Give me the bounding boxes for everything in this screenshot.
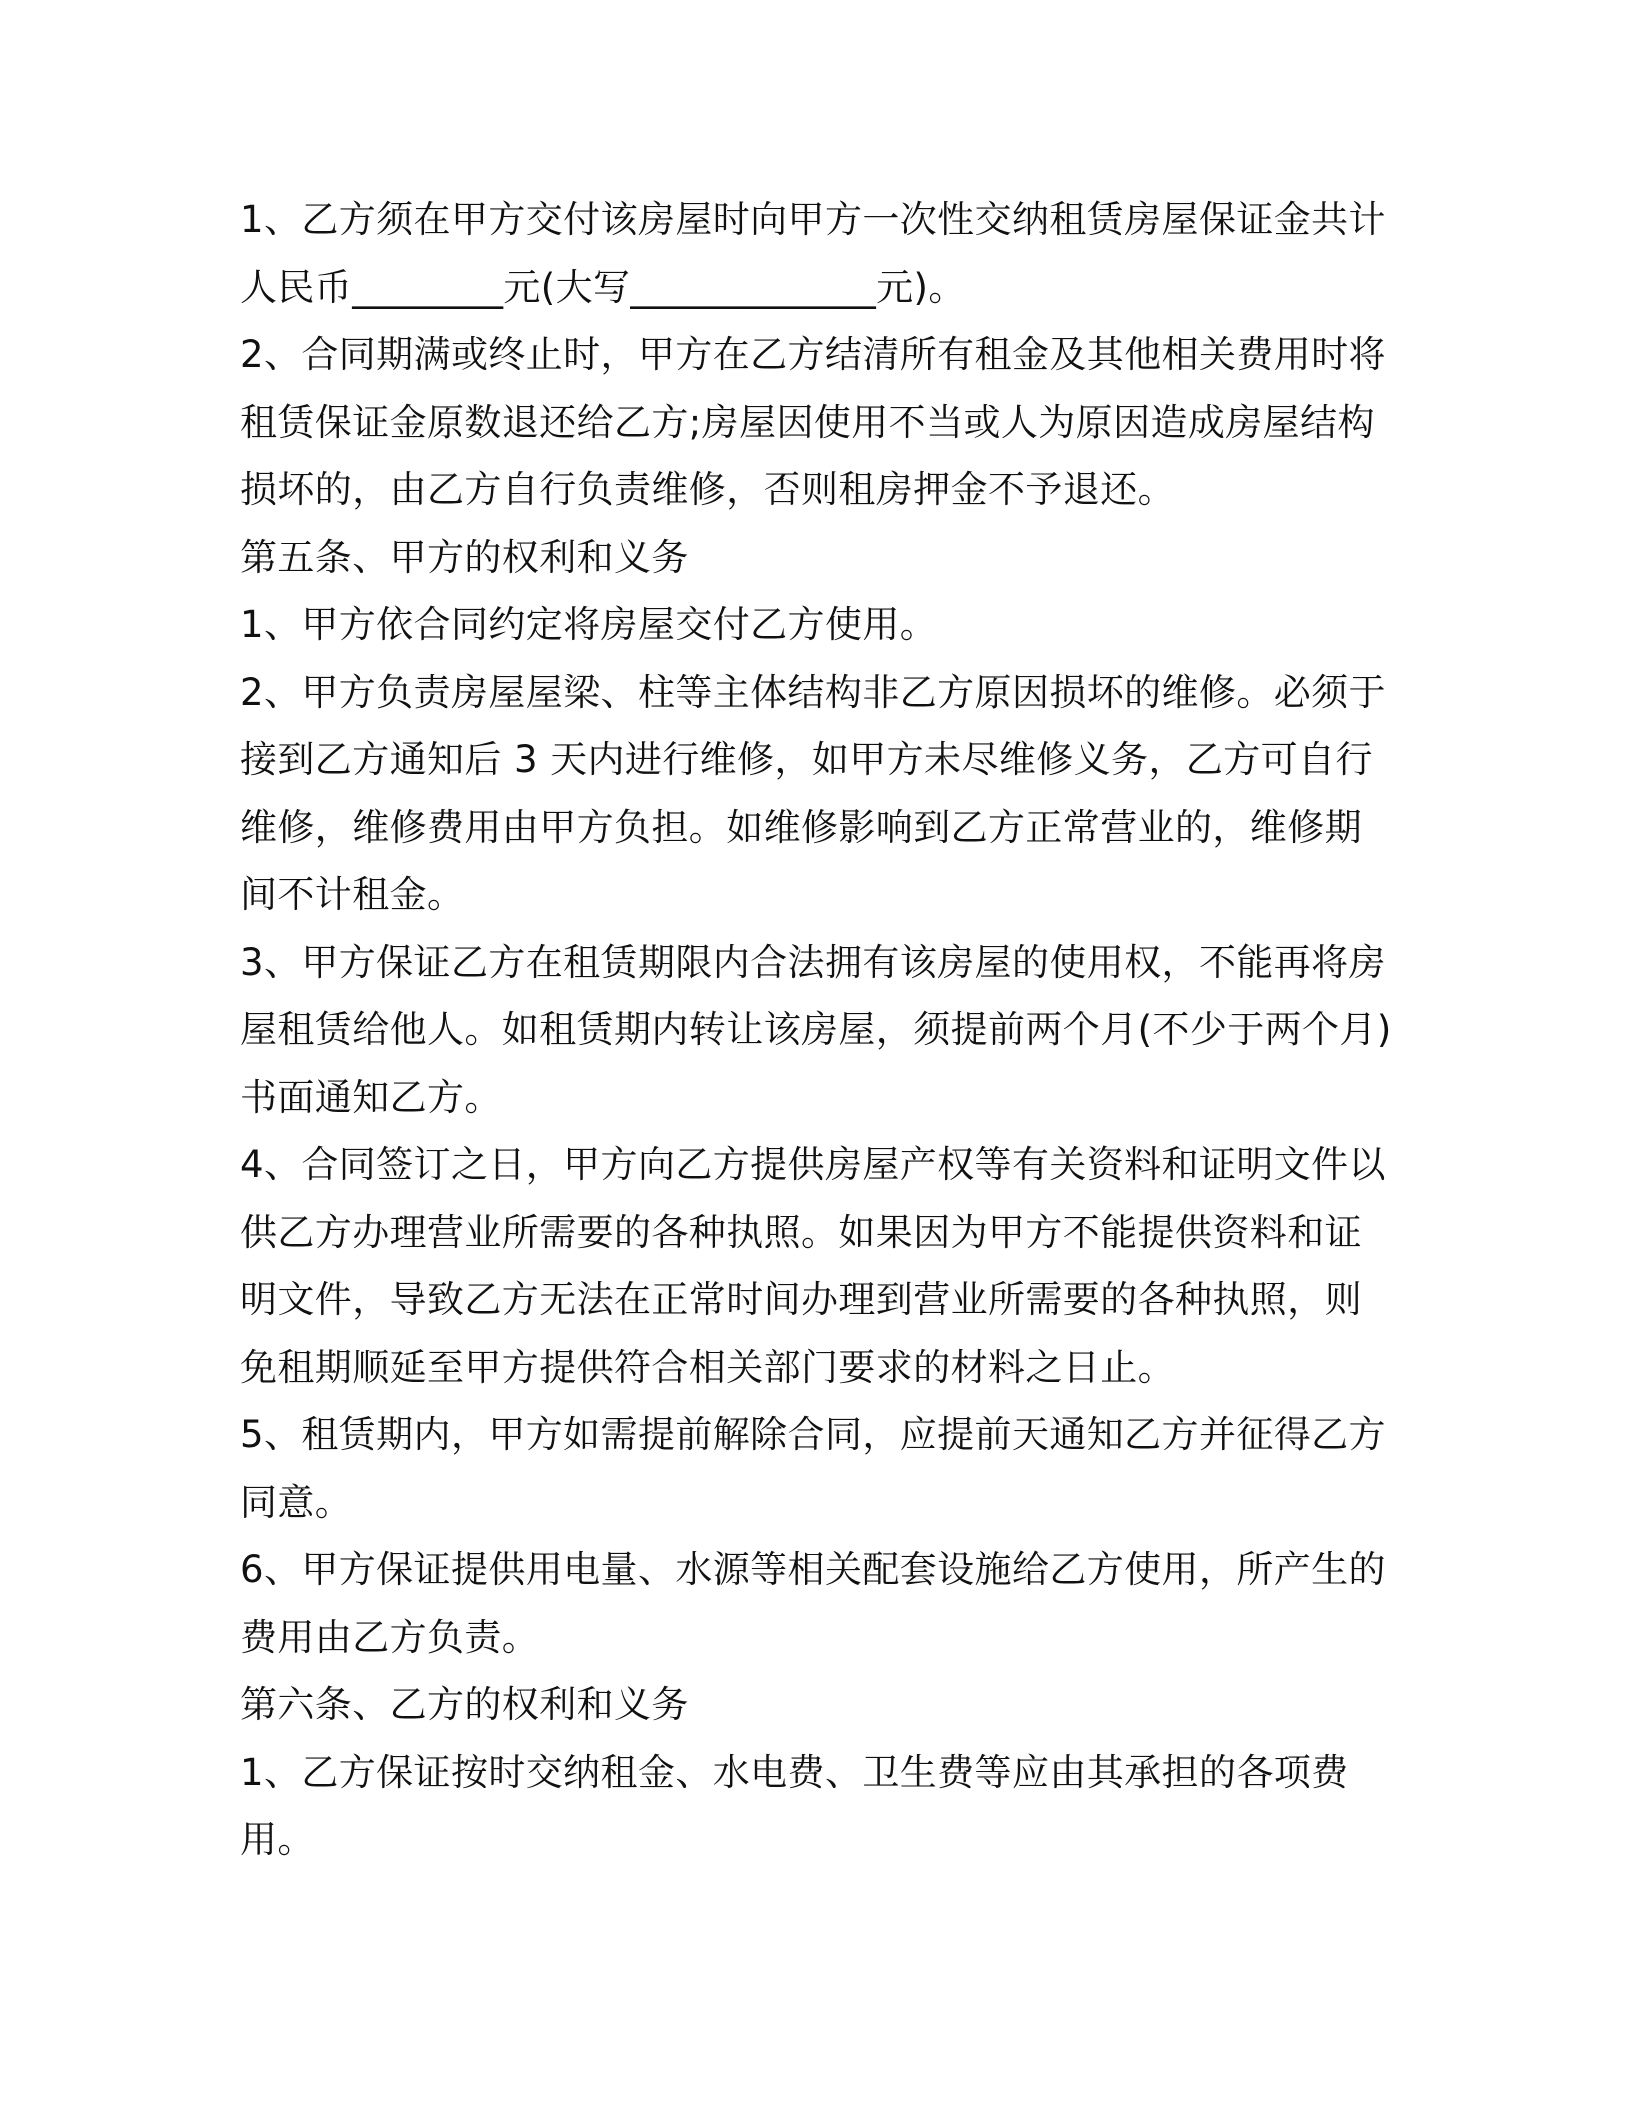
text-line: 供乙方办理营业所需要的各种执照。如果因为甲方不能提供资料和证 (240, 1210, 1362, 1254)
document-body (240, 186, 1400, 1874)
text-line: 1、乙方保证按时交纳租金、水电费、卫生费等应由其承担的各项费 (240, 1750, 1349, 1794)
text-line: 明文件，导致乙方无法在正常时间办理到营业所需要的各种执照，则 (240, 1278, 1362, 1321)
text-line: 6、甲方保证提供用电量、水源等相关配套设施给乙方使用，所产生的 (240, 1548, 1386, 1591)
text-line: 4、合同签订之日，甲方向乙方提供房屋产权等有关资料和证明文件以 (240, 1143, 1386, 1186)
text-line: 2、甲方负责房屋屋梁、柱等主体结构非乙方原因损坏的维修。必须于 (240, 670, 1386, 714)
text-line: 租赁保证金原数退还给乙方;房屋因使用不当或人为原因造成房屋结构 (240, 400, 1375, 444)
text-line: 3、甲方保证乙方在租赁期限内合法拥有该房屋的使用权，不能再将房 (240, 940, 1386, 984)
text-line: 屋租赁给他人。如租赁期内转让该房屋，须提前两个月(不少于两个月) (240, 1008, 1392, 1051)
text-line: 免租期顺延至甲方提供符合相关部门要求的材料之日止。 (240, 1345, 1175, 1389)
text-line: 维修，维修费用由甲方负担。如维修影响到乙方正常营业的，维修期 (240, 805, 1362, 849)
text-line: 接到乙方通知后 3 天内进行维修，如甲方未尽维修义务，乙方可自行 (240, 738, 1373, 781)
text-line: 用。 (240, 1818, 315, 1861)
text-line: 1、甲方依合同约定将房屋交付乙方使用。 (240, 603, 938, 646)
text-line: 费用由乙方负责。 (240, 1615, 540, 1659)
text-line: 间不计租金。 (240, 873, 465, 916)
text-line: 2、合同期满或终止时，甲方在乙方结清所有租金及其他相关费用时将 (240, 333, 1386, 376)
text-line: 损坏的，由乙方自行负责维修，否则租房押金不予退还。 (240, 468, 1175, 511)
text-line: 同意。 (240, 1480, 353, 1524)
text-line: 1、乙方须在甲方交付该房屋时向甲方一次性交纳租赁房屋保证金共计 (240, 198, 1386, 241)
section-heading: 第六条、乙方的权利和义务 (240, 1683, 689, 1726)
text-line: 书面通知乙方。 (240, 1075, 502, 1119)
text-line: 人民币________元(大写_____________元)。 (240, 265, 966, 309)
text-line: 5、租赁期内，甲方如需提前解除合同，应提前天通知乙方并征得乙方 (240, 1413, 1386, 1456)
section-heading: 第五条、甲方的权利和义务 (240, 535, 689, 579)
